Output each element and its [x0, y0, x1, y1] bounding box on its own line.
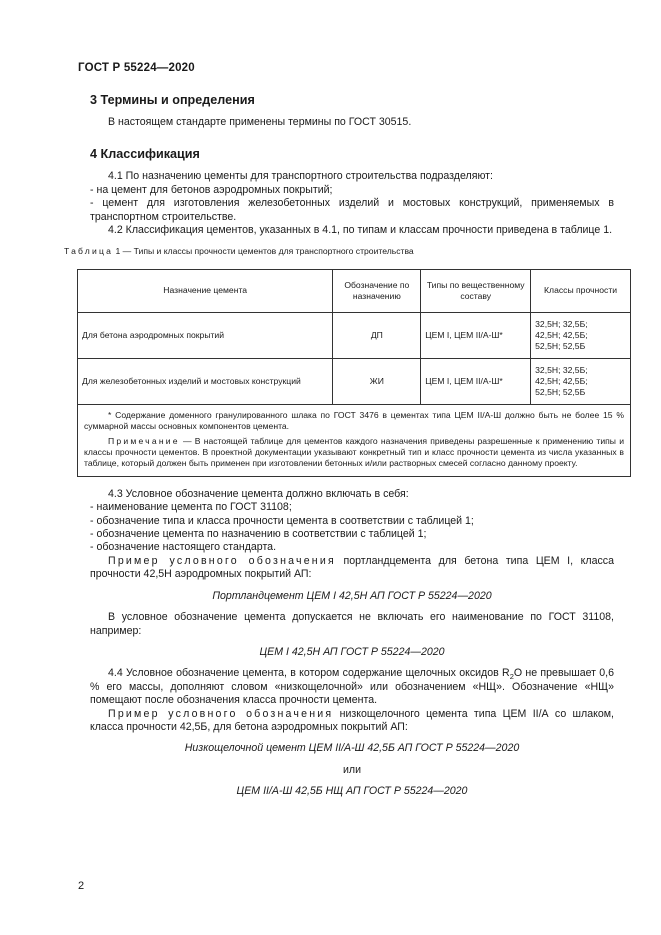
list-item: - наименование цемента по ГОСТ 31108;: [90, 501, 292, 514]
list-item: - цемент для изготовления железобетонных изделий и мостовых конструкций, применяемых в транспортном строительстве.: [90, 197, 614, 223]
example-formula: Низкощелочной цемент ЦЕМ II/А-Ш 42,5Б АП ГОСТ Р 55224—2020: [184, 742, 520, 755]
document-body: [64, 92, 624, 799]
table-cell-types: ЦЕМ I, ЦЕМ II/А-Ш*: [421, 358, 531, 404]
example-text: низкощелочного цемента типа ЦЕМ II/А со шлаком, класса прочности 42,5Б, для бетона аэродромных покрытий АП:: [90, 707, 614, 733]
example-paragraph: [90, 708, 614, 735]
table-cell-purpose: Для бетона аэродромных покрытий: [78, 312, 333, 358]
example-formula: Портландцемент ЦЕМ I 42,5Н АП ГОСТ Р 55224—2020: [212, 589, 492, 602]
list-item: - на цемент для бетонов аэродромных покрытий;: [90, 183, 333, 196]
table-note-label: Примечание: [108, 435, 180, 446]
paragraph-4-2: 4.2 Классификация цементов, указанных в 4.1, по типам и классам прочности приведена в таблице 1.: [108, 224, 613, 237]
section-4-title: 4 Классификация: [90, 147, 200, 162]
table-header-cell: Классы прочности: [531, 269, 631, 312]
section-3-title: 3 Термины и определения: [90, 93, 255, 107]
table-row: [78, 358, 631, 404]
table-caption: [64, 245, 624, 258]
table-cell-classes: [531, 312, 631, 358]
example-label: Пример условного обозначения: [108, 707, 334, 720]
paragraph-4-4-part: 4.4 Условное обозначение цемента, в котором содержание щелочных оксидов R: [108, 667, 510, 680]
document-code-header: ГОСТ Р 55224—2020: [78, 62, 195, 74]
table-cell-classes: [531, 358, 631, 404]
table-cell-code: ЖИ: [333, 358, 421, 404]
table-note-text: — В настоящей таблице для цементов каждого назначения приведены разрешенные к применению типы и классы прочности цементов. В проектной документации указывают конкретный тип и класс прочности цемента из числа указанных в таблице, который должен быть применен при изготовлении бетонных и/или растворных смесей согласно данному проекту.: [84, 435, 624, 468]
list-item: - обозначение настоящего стандарта.: [90, 541, 277, 554]
table-caption-label: Таблица: [64, 246, 114, 257]
or-separator: или: [342, 763, 362, 776]
class-line: 32,5Н; 32,5Б;: [535, 364, 588, 375]
table-notes-row: [78, 404, 631, 476]
subscript: 2: [509, 672, 514, 682]
paragraph-4-4-part: O не превышает 0,6 % его массы, дополняют словом «низкощелочной» или обозначением «НЩ». Обозначение «НЩ» помещают после обозначения класса прочности цемента.: [90, 667, 614, 707]
example-paragraph: [90, 555, 614, 582]
table-note: [84, 436, 624, 469]
class-line: 52,5Н; 52,5Б: [535, 386, 586, 397]
class-line: 42,5Н; 42,5Б;: [535, 375, 588, 386]
table-header-cell: Типы по вещественному составу: [421, 269, 531, 312]
table-cell-purpose: Для железобетонных изделий и мостовых конструкций: [78, 358, 333, 404]
table-cell-code: ДП: [333, 312, 421, 358]
paragraph-4-4: [90, 667, 614, 707]
table-cell-types: ЦЕМ I, ЦЕМ II/А-Ш*: [421, 312, 531, 358]
list-item: - обозначение цемента по назначению в соответствии с таблицей 1;: [90, 528, 427, 541]
table-row: [78, 312, 631, 358]
table-header-cell: Обозначение по назначению: [333, 269, 421, 312]
table-notes-cell: [78, 404, 631, 476]
table-footnote: * Содержание доменного гранулированного шлака по ГОСТ 3476 в цементах типа ЦЕМ II/А-Ш должно быть не более 15 % суммарной массы основных компонентов цемента.: [84, 409, 624, 431]
allowance-paragraph: В условное обозначение цемента допускается не включать его наименование по ГОСТ 31108, например:: [90, 611, 614, 637]
class-line: 52,5Н; 52,5Б: [535, 340, 586, 351]
example-text: портландцемента для бетона типа ЦЕМ I, класса прочности 42,5Н аэродромных покрытий АП:: [90, 554, 614, 581]
example-formula: ЦЕМ II/А-Ш 42,5Б НЩ АП ГОСТ Р 55224—2020: [236, 785, 468, 798]
cement-classes-table: [77, 269, 631, 477]
table-header-row: [78, 269, 631, 312]
table-caption-text: 1 — Типы и классы прочности цементов для транспортного строительства: [113, 246, 414, 257]
example-formula: ЦЕМ I 42,5Н АП ГОСТ Р 55224—2020: [259, 645, 445, 658]
paragraph-4-1: 4.1 По назначению цементы для транспортного строительства подразделяют:: [108, 170, 493, 183]
class-line: 42,5Н; 42,5Б;: [535, 329, 588, 340]
paragraph-4-3: 4.3 Условное обозначение цемента должно включать в себя:: [108, 487, 409, 500]
table-header-cell: Назначение цемента: [78, 269, 333, 312]
section-3-text: В настоящем стандарте применены термины по ГОСТ 30515.: [108, 116, 412, 128]
example-label: Пример условного обозначения: [108, 554, 336, 567]
list-item: - обозначение типа и класса прочности цемента в соответствии с таблицей 1;: [90, 514, 474, 527]
class-line: 32,5Н; 32,5Б;: [535, 318, 588, 329]
page-number: 2: [78, 880, 85, 892]
